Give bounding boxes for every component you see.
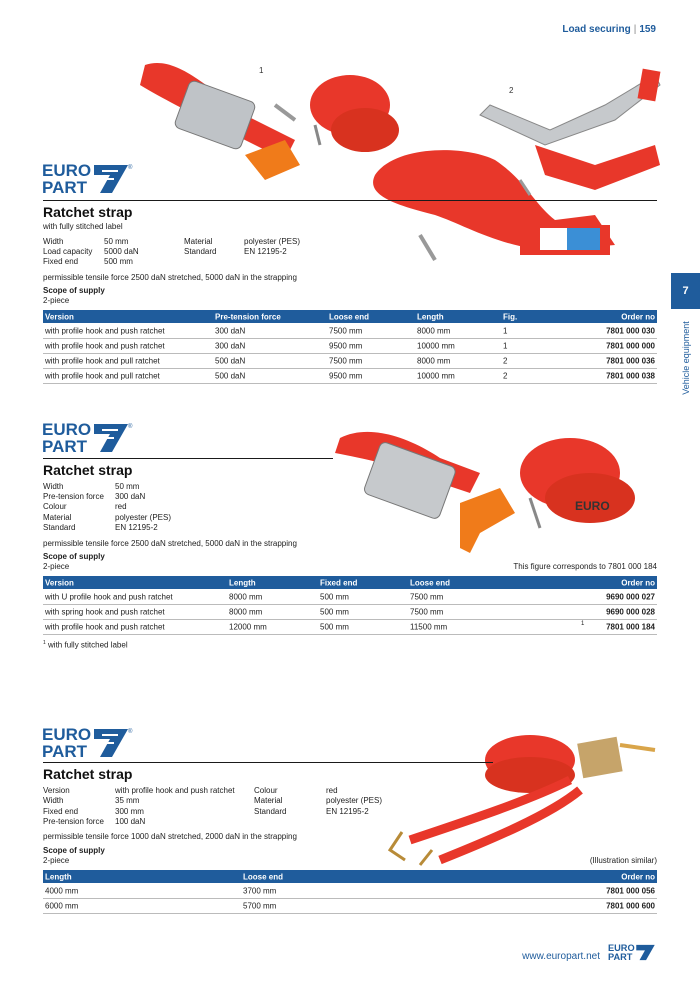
logo-line1: EURO	[42, 161, 92, 180]
scope-value: 2-piece	[43, 856, 70, 865]
scope-label: Scope of supply	[43, 552, 105, 561]
spec-value: red	[326, 786, 338, 795]
cell-order-no: 7801 000 030	[606, 326, 655, 336]
spec-label: Standard	[43, 523, 76, 532]
europart-logo	[42, 725, 134, 759]
spec-label: Colour	[43, 502, 67, 511]
spec-label: Load capacity	[43, 247, 93, 256]
cell-loose-end: 7500 mm	[329, 326, 363, 336]
cell-fig: 2	[503, 356, 508, 366]
spec-value: EN 12195-2	[326, 807, 369, 816]
chapter-label	[671, 316, 700, 400]
cell-loose-end: 7500 mm	[329, 356, 363, 366]
col-pretension: Pre-tension force	[215, 312, 281, 321]
cell-length: 12000 mm	[229, 622, 267, 632]
cell-pretension: 500 daN	[215, 371, 246, 381]
tensile-note: permissible tensile force 2500 daN stretched, 5000 daN in the strapping	[43, 273, 297, 282]
footnote-text: with fully stitched label	[48, 640, 128, 650]
col-loose-end: Loose end	[329, 312, 370, 321]
spec-label: Width	[43, 482, 64, 491]
col-fixed-end: Fixed end	[320, 578, 358, 587]
cell-version: with spring hook and push ratchet	[45, 607, 165, 617]
table-row[interactable]	[43, 369, 657, 384]
cell-length: 4000 mm	[45, 886, 79, 896]
product-photo-3	[380, 720, 660, 870]
page-header	[562, 24, 656, 35]
table-row[interactable]	[43, 590, 657, 605]
cell-pretension: 300 daN	[215, 326, 246, 336]
footer-logo	[608, 941, 658, 963]
spec-label: Fixed end	[43, 807, 79, 816]
cell-order-no: 7801 000 038	[606, 371, 655, 381]
col-length: Length	[229, 578, 256, 587]
table-header	[43, 310, 657, 323]
spec-label: Standard	[254, 807, 287, 816]
spec-value: 300 daN	[115, 492, 146, 501]
cell-order-no: 7801 000 036	[606, 356, 655, 366]
col-loose-end: Loose end	[243, 872, 284, 881]
logo-line2: PART	[42, 742, 88, 759]
cell-loose-end: 3700 mm	[243, 886, 277, 896]
col-length: Length	[417, 312, 444, 321]
cell-length: 8000 mm	[417, 356, 451, 366]
logo-mark: ®	[128, 424, 133, 430]
footnote-mark: 1	[43, 640, 46, 646]
product-subtitle: with fully stitched label	[43, 222, 123, 231]
spec-value: EN 12195-2	[244, 247, 287, 256]
spec-value: polyester (PES)	[244, 237, 301, 246]
cell-fig: 1	[503, 341, 508, 351]
spec-label: Width	[43, 237, 64, 246]
spec-value: polyester (PES)	[115, 513, 172, 522]
spec-value: 50 mm	[115, 482, 140, 491]
scope-value: 2-piece	[43, 562, 70, 571]
svg-text:EURO: EURO	[575, 499, 610, 513]
spec-value: with profile hook and push ratchet	[115, 786, 235, 795]
website-link[interactable]: www.europart.net	[522, 951, 600, 962]
table-row[interactable]	[43, 339, 657, 354]
chapter-name: Vehicle equipment	[680, 321, 691, 395]
cell-version: with profile hook and push ratchet	[45, 622, 165, 632]
cell-length: 8000 mm	[229, 592, 263, 602]
scope-label: Scope of supply	[43, 846, 105, 855]
col-fig: Fig.	[503, 312, 518, 321]
col-version: Version	[45, 312, 74, 321]
cell-loose-end: 9500 mm	[329, 371, 363, 381]
product-title: Ratchet strap	[43, 766, 133, 782]
scope-value: 2-piece	[43, 296, 70, 305]
cell-version: with U profile hook and push ratchet	[45, 592, 173, 602]
product-photo-2	[330, 418, 660, 558]
spec-label: Colour	[254, 786, 278, 795]
cell-fixed-end: 500 mm	[320, 622, 349, 632]
illustration-note: (Illustration similar)	[589, 856, 657, 865]
spec-label: Fixed end	[43, 257, 79, 266]
cell-length: 8000 mm	[229, 607, 263, 617]
cell-loose-end: 7500 mm	[410, 607, 444, 617]
spec-value: polyester (PES)	[326, 796, 383, 805]
table-row[interactable]	[43, 620, 657, 635]
tensile-note: permissible tensile force 1000 daN stretched, 2000 daN in the strapping	[43, 832, 297, 841]
figure-note: This figure corresponds to 7801 000 184	[513, 562, 657, 571]
figure-label-2: 2	[509, 86, 514, 95]
cell-version: with profile hook and push ratchet	[45, 326, 165, 336]
table-row[interactable]	[43, 899, 657, 914]
spec-label: Material	[184, 237, 213, 246]
spec-label: Version	[43, 786, 70, 795]
cell-loose-end: 9500 mm	[329, 341, 363, 351]
cell-footnote-ref: 1	[581, 621, 585, 628]
chapter-number: 7	[682, 285, 689, 297]
spec-label: Material	[43, 513, 72, 522]
logo-line1: EURO	[42, 420, 92, 439]
cell-order-no: 7801 000 184	[606, 622, 655, 632]
footnote	[43, 640, 128, 650]
spec-label: Pre-tension force	[43, 492, 104, 501]
cell-order-no: 7801 000 600	[606, 901, 655, 911]
col-length: Length	[45, 872, 72, 881]
cell-length: 10000 mm	[417, 371, 455, 381]
section-divider	[43, 200, 657, 201]
spec-value: 300 mm	[115, 807, 144, 816]
header-separator: |	[633, 24, 637, 35]
logo-mark: ®	[128, 165, 133, 171]
cell-version: with profile hook and pull ratchet	[45, 371, 160, 381]
cell-pretension: 300 daN	[215, 341, 246, 351]
table-row[interactable]	[43, 354, 657, 369]
spec-value: 100 daN	[115, 817, 146, 826]
cell-version: with profile hook and pull ratchet	[45, 356, 160, 366]
spec-value: 50 mm	[104, 237, 129, 246]
cell-fig: 2	[503, 371, 508, 381]
cell-fixed-end: 500 mm	[320, 607, 349, 617]
col-order-no: Order no	[621, 872, 655, 881]
section-divider	[43, 762, 493, 763]
cell-fixed-end: 500 mm	[320, 592, 349, 602]
cell-fig: 1	[503, 326, 508, 336]
europart-logo	[42, 420, 134, 454]
cell-order-no: 9690 000 028	[606, 607, 655, 617]
cell-pretension: 500 daN	[215, 356, 246, 366]
section-title: Load securing	[562, 24, 631, 35]
spec-label: Width	[43, 796, 64, 805]
product-photo-1	[135, 45, 660, 275]
cell-length: 8000 mm	[417, 326, 451, 336]
cell-order-no: 7801 000 056	[606, 886, 655, 896]
spec-label: Pre-tension force	[43, 817, 104, 826]
col-version: Version	[45, 578, 74, 587]
cell-length: 10000 mm	[417, 341, 455, 351]
product-title: Ratchet strap	[43, 462, 133, 478]
logo-line1: EURO	[608, 942, 635, 953]
logo-line1: EURO	[42, 725, 92, 744]
col-order-no: Order no	[621, 312, 655, 321]
logo-line2: PART	[608, 952, 633, 963]
europart-logo	[42, 161, 134, 195]
cell-order-no: 9690 000 027	[606, 592, 655, 602]
logo-line2: PART	[42, 437, 88, 454]
table-header	[43, 576, 657, 589]
product-title: Ratchet strap	[43, 204, 133, 220]
spec-value: 500 mm	[104, 257, 133, 266]
col-order-no: Order no	[621, 578, 655, 587]
table-row[interactable]	[43, 324, 657, 339]
logo-line2: PART	[42, 178, 88, 195]
spec-value: red	[115, 502, 127, 511]
table-row[interactable]	[43, 884, 657, 899]
cell-order-no: 7801 000 000	[606, 341, 655, 351]
spec-value: 35 mm	[115, 796, 140, 805]
tensile-note: permissible tensile force 2500 daN stretched, 5000 daN in the strapping	[43, 539, 297, 548]
spec-label: Standard	[184, 247, 217, 256]
cell-version: with profile hook and push ratchet	[45, 341, 165, 351]
table-header	[43, 870, 657, 883]
spec-label: Material	[254, 796, 283, 805]
spec-value: 5000 daN	[104, 247, 139, 256]
scope-label: Scope of supply	[43, 286, 105, 295]
cell-loose-end: 5700 mm	[243, 901, 277, 911]
col-loose-end: Loose end	[410, 578, 451, 587]
chapter-tab[interactable]	[671, 273, 700, 309]
spec-value: EN 12195-2	[115, 523, 158, 532]
figure-label-1: 1	[259, 66, 264, 75]
cell-loose-end: 7500 mm	[410, 592, 444, 602]
section-divider	[43, 458, 333, 459]
cell-length: 6000 mm	[45, 901, 79, 911]
logo-mark: ®	[128, 729, 133, 735]
page-number: 159	[639, 24, 656, 35]
cell-loose-end: 11500 mm	[410, 622, 448, 632]
table-row[interactable]	[43, 605, 657, 620]
